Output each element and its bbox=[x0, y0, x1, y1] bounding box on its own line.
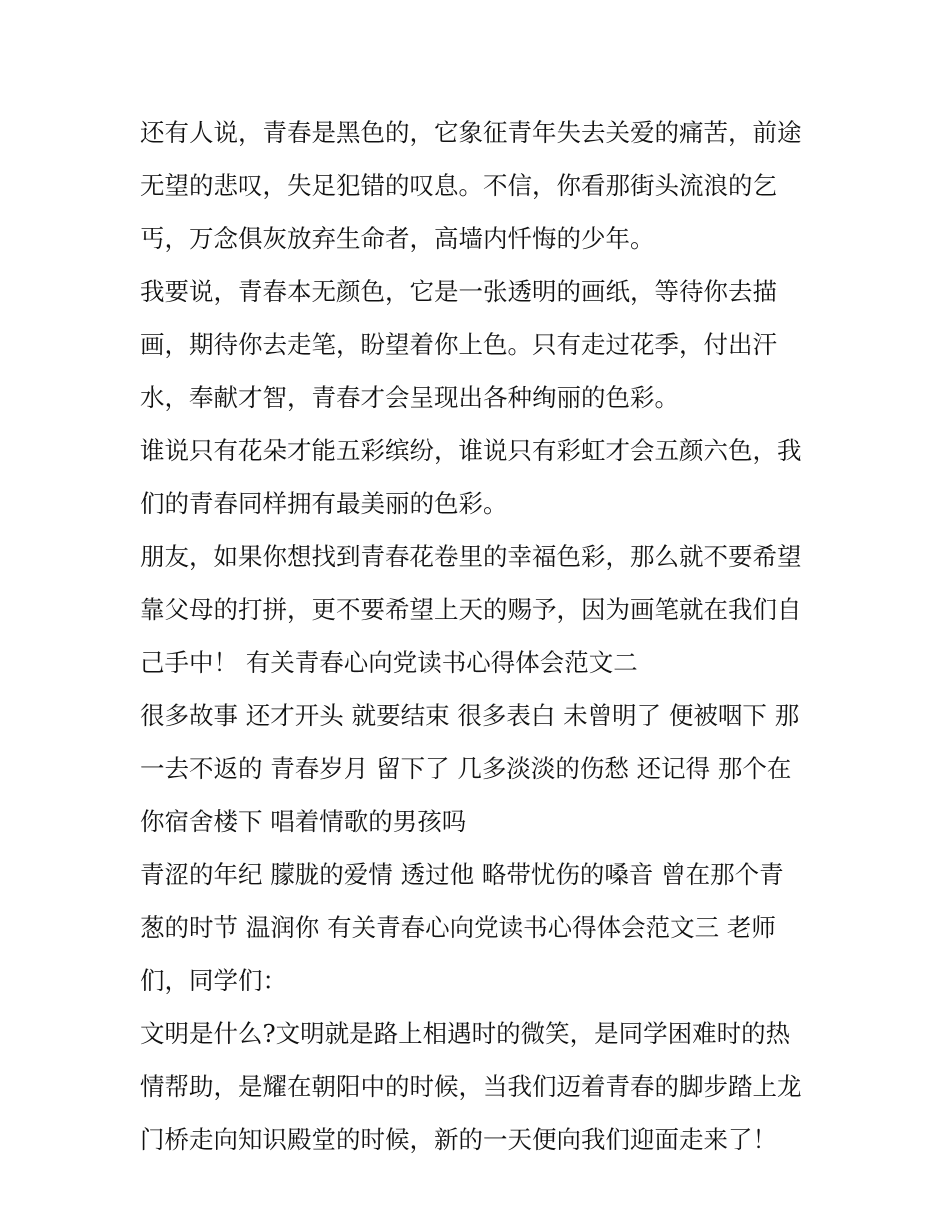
text-line: 文明是什么?文明就是路上相遇时的微笑，是同学困难时的热 bbox=[140, 1019, 791, 1048]
text-line: 还有人说，青春是黑色的，它象征青年失去关爱的痛苦，前途 bbox=[140, 118, 802, 147]
document-body bbox=[140, 106, 820, 1166]
text-line: 青涩的年纪 朦胧的爱情 透过他 略带忧伤的嗓音 曾在那个青 bbox=[140, 860, 784, 889]
text-line: 们的青春同样拥有最美丽的色彩。 bbox=[140, 489, 508, 518]
text-line: 我要说，青春本无颜色，它是一张透明的画纸，等待你去描 bbox=[140, 277, 777, 306]
text-line: 情帮助，是耀在朝阳中的时候，当我们迈着青春的脚步踏上龙 bbox=[140, 1072, 802, 1101]
text-line: 靠父母的打拼，更不要希望上天的赐予，因为画笔就在我们自 bbox=[140, 595, 802, 624]
text-line: 很多故事 还才开头 就要结束 很多表白 未曾明了 便被咽下 那 bbox=[140, 701, 800, 730]
text-line: 门桥走向知识殿堂的时候，新的一天便向我们迎面走来了！ bbox=[140, 1125, 777, 1154]
text-line: 你宿舍楼下 唱着情歌的男孩吗 bbox=[140, 807, 467, 836]
text-line: 无望的悲叹，失足犯错的叹息。不信，你看那街头流浪的乞 bbox=[140, 171, 777, 200]
text-line: 丐，万念俱灰放弃生命者，高墙内忏悔的少年。 bbox=[140, 224, 655, 253]
text-line: 朋友，如果你想找到青春花卷里的幸福色彩，那么就不要希望 bbox=[140, 542, 802, 571]
text-line: 葱的时节 温润你 有关青春心向党读书心得体会范文三 老师 bbox=[140, 913, 776, 942]
text-line: 们，同学们： bbox=[140, 966, 287, 995]
text-line: 谁说只有花朵才能五彩缤纷，谁说只有彩虹才会五颜六色，我 bbox=[140, 436, 802, 465]
text-line: 己手中！ 有关青春心向党读书心得体会范文二 bbox=[140, 648, 638, 677]
text-line: 一去不返的 青春岁月 留下了 几多淡淡的伤愁 还记得 那个在 bbox=[140, 754, 792, 783]
text-line: 画，期待你去走笔，盼望着你上色。只有走过花季，付出汗 bbox=[140, 330, 777, 359]
text-line: 水，奉献才智，青春才会呈现出各种绚丽的色彩。 bbox=[140, 383, 679, 412]
